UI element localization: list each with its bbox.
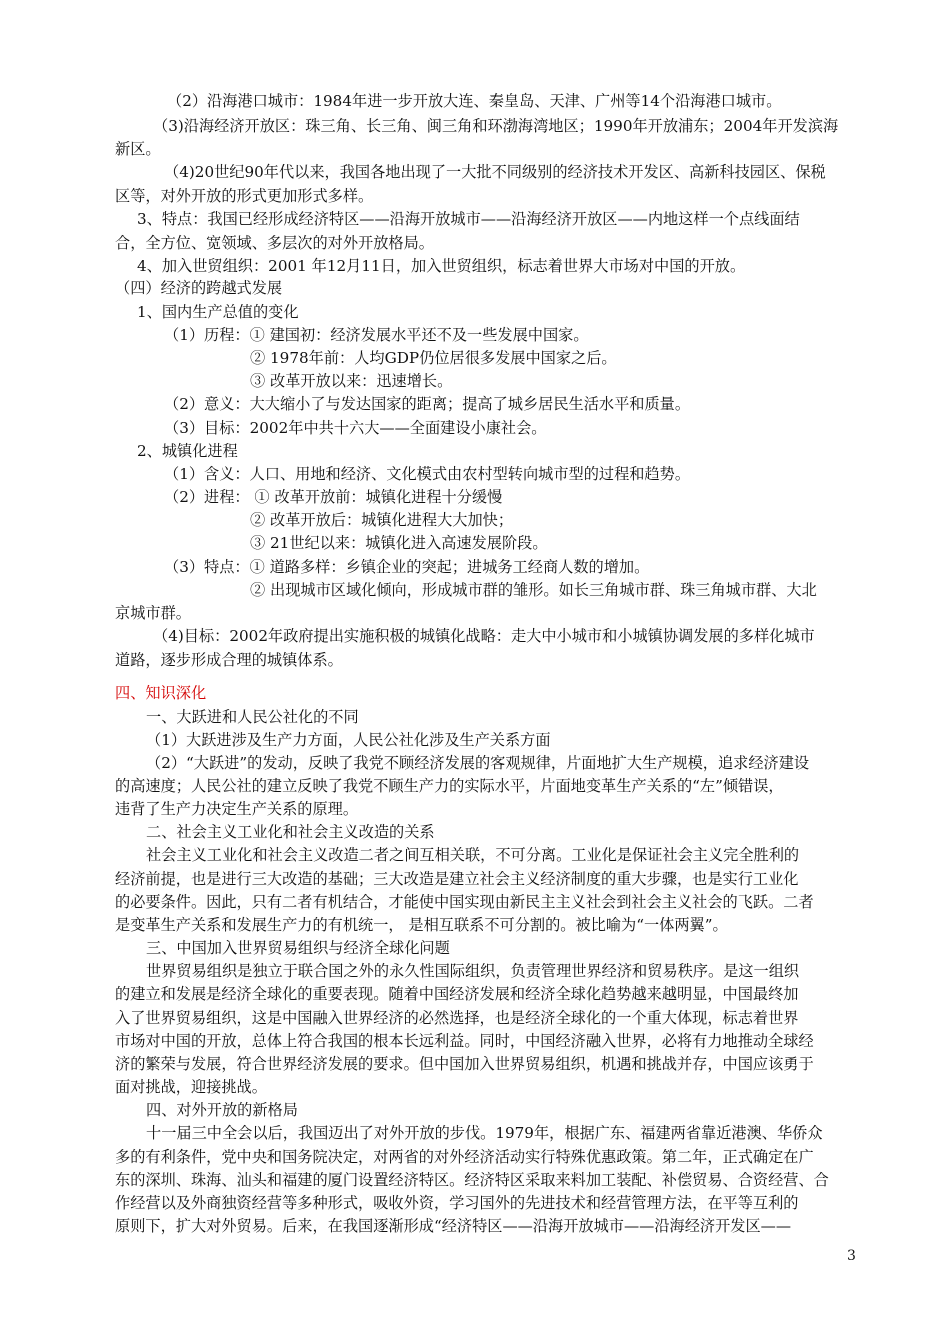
text-line: 多的有利条件，党中央和国务院决定，对两省的对外经济活动实行特殊优惠政策。第二年，正式确定在广	[115, 1148, 814, 1166]
text-line: ② 1978年前：人均GDP仍位居很多发展中国家之后。	[250, 349, 617, 367]
text-line: 面对挑战，迎接挑战。	[115, 1078, 267, 1096]
text-line: 违背了生产力决定生产关系的原理。	[115, 800, 358, 818]
text-line: 济的繁荣与发展，符合世界经济发展的要求。但中国加入世界贸易组织，机遇和挑战并存，中国应该勇于	[115, 1055, 814, 1073]
text-line: 作经营以及外商独资经营等多种形式，吸收外资，学习国外的先进技术和经营管理方法，在平等互利的	[115, 1194, 799, 1212]
text-line: （2）进程： ① 改革开放前：城镇化进程十分缓慢	[164, 488, 503, 506]
text-line: 的高速度；人民公社的建立反映了我党不顾生产力的实际水平，片面地变革生产关系的“左”倾错误，	[115, 777, 784, 795]
text-line: 合，全方位、宽领域、多层次的对外开放格局。	[115, 234, 434, 252]
text-line: （1）含义：人口、用地和经济、文化模式由农村型转向城市型的过程和趋势。	[164, 465, 691, 483]
text-line: （4)目标：2002年政府提出实施积极的城镇化战略：走大中小城市和小城镇协调发展的多样化城市	[153, 627, 815, 645]
text-line: （2）意义：大大缩小了与发达国家的距离；提高了城乡居民生活水平和质量。	[164, 395, 691, 413]
section-heading: （四）经济的跨越式发展	[115, 279, 283, 297]
text-line: 世界贸易组织是独立于联合国之外的永久性国际组织，负责管理世界经济和贸易秩序。是这一组织	[146, 962, 800, 980]
subsection-heading: 一、大跃进和人民公社化的不同	[146, 708, 359, 726]
text-line: 是变革生产关系和发展生产力的有机统一， 是相互联系不可分割的。被比喻为“一体两翼”。	[115, 916, 728, 934]
text-line: 的必要条件。因此，只有二者有机结合，才能使中国实现由新民主主义社会到社会主义社会的飞跃。二者	[115, 893, 814, 911]
text-line: 东的深圳、珠海、汕头和福建的厦门设置经济特区。经济特区采取来料加工装配、补偿贸易、合资经营、合	[115, 1171, 829, 1189]
text-line: 入了世界贸易组织，这是中国融入世界经济的必然选择，也是经济全球化的一个重大体现，标志着世界	[115, 1009, 799, 1027]
text-line: 4、加入世贸组织：2001 年12月11日，加入世贸组织，标志着世界大市场对中国的开放。	[137, 257, 746, 275]
text-line: 新区。	[115, 140, 161, 158]
text-line: 十一届三中全会以后，我国迈出了对外开放的步伐。1979年，根据广东、福建两省靠近港澳、华侨众	[146, 1124, 823, 1142]
subsection-heading: 二、社会主义工业化和社会主义改造的关系	[146, 823, 435, 841]
text-line: （1）历程：① 建国初：经济发展水平还不及一些发展中国家。	[164, 326, 589, 344]
text-line: 3、特点：我国已经形成经济特区——沿海开放城市——沿海经济开放区——内地这样一个点线面结	[137, 210, 800, 228]
text-line: （2）沿海港口城市：1984年进一步开放大连、秦皇岛、天津、广州等14个沿海港口城市。	[167, 92, 782, 110]
text-line: （2）“大跃进”的发动，反映了我党不顾经济发展的客观规律，片面地扩大生产规模，追求经济建设	[146, 754, 810, 772]
text-line: （3)沿海经济开放区：珠三角、长三角、闽三角和环渤海湾地区；1990年开放浦东；2004年开发滨海	[153, 117, 839, 135]
section-heading-red: 四、知识深化	[115, 684, 207, 702]
subsection-heading: 三、中国加入世界贸易组织与经济全球化问题	[146, 939, 450, 957]
subsection-heading: 1、国内生产总值的变化	[137, 303, 299, 321]
text-line: 经济前提，也是进行三大改造的基础；三大改造是建立社会主义经济制度的重大步骤，也是实行工业化	[115, 870, 799, 888]
text-line: 社会主义工业化和社会主义改造二者之间互相关联，不可分离。工业化是保证社会主义完全胜利的	[146, 846, 800, 864]
text-line: 原则下，扩大对外贸易。后来，在我国逐渐形成“经济特区——沿海开放城市——沿海经济开发区——	[115, 1217, 792, 1235]
text-line: （3）目标：2002年中共十六大——全面建设小康社会。	[164, 419, 547, 437]
subsection-heading: 2、城镇化进程	[137, 442, 238, 460]
text-line: 道路，逐步形成合理的城镇体系。	[115, 651, 343, 669]
text-line: ③ 21世纪以来：城镇化进入高速发展阶段。	[250, 534, 548, 552]
text-line: （3）特点：① 道路多样：乡镇企业的突起；进城务工经商人数的增加。	[164, 558, 650, 576]
page-number: 3	[847, 1248, 856, 1264]
text-line: ③ 改革开放以来：迅速增长。	[250, 372, 453, 390]
text-line: （4)20世纪90年代以来，我国各地出现了一大批不同级别的经济技术开发区、高新科技园区、保税	[164, 163, 826, 181]
text-line: （1）大跃进涉及生产力方面，人民公社化涉及生产关系方面	[146, 731, 551, 749]
subsection-heading: 四、对外开放的新格局	[146, 1101, 298, 1119]
text-line: ② 改革开放后：城镇化进程大大加快；	[250, 511, 514, 529]
text-line: 京城市群。	[115, 604, 191, 622]
text-line: 区等，对外开放的形式更加形式多样。	[115, 187, 374, 205]
text-line: 的建立和发展是经济全球化的重要表现。随着中国经济发展和经济全球化趋势越来越明显，中国最终加	[115, 985, 799, 1003]
text-line: ② 出现城市区域化倾向，形成城市群的雏形。如长三角城市群、珠三角城市群、大北	[250, 581, 817, 599]
text-line: 市场对中国的开放，总体上符合我国的根本长远利益。同时，中国经济融入世界，必将有力地推动全球经	[115, 1032, 814, 1050]
